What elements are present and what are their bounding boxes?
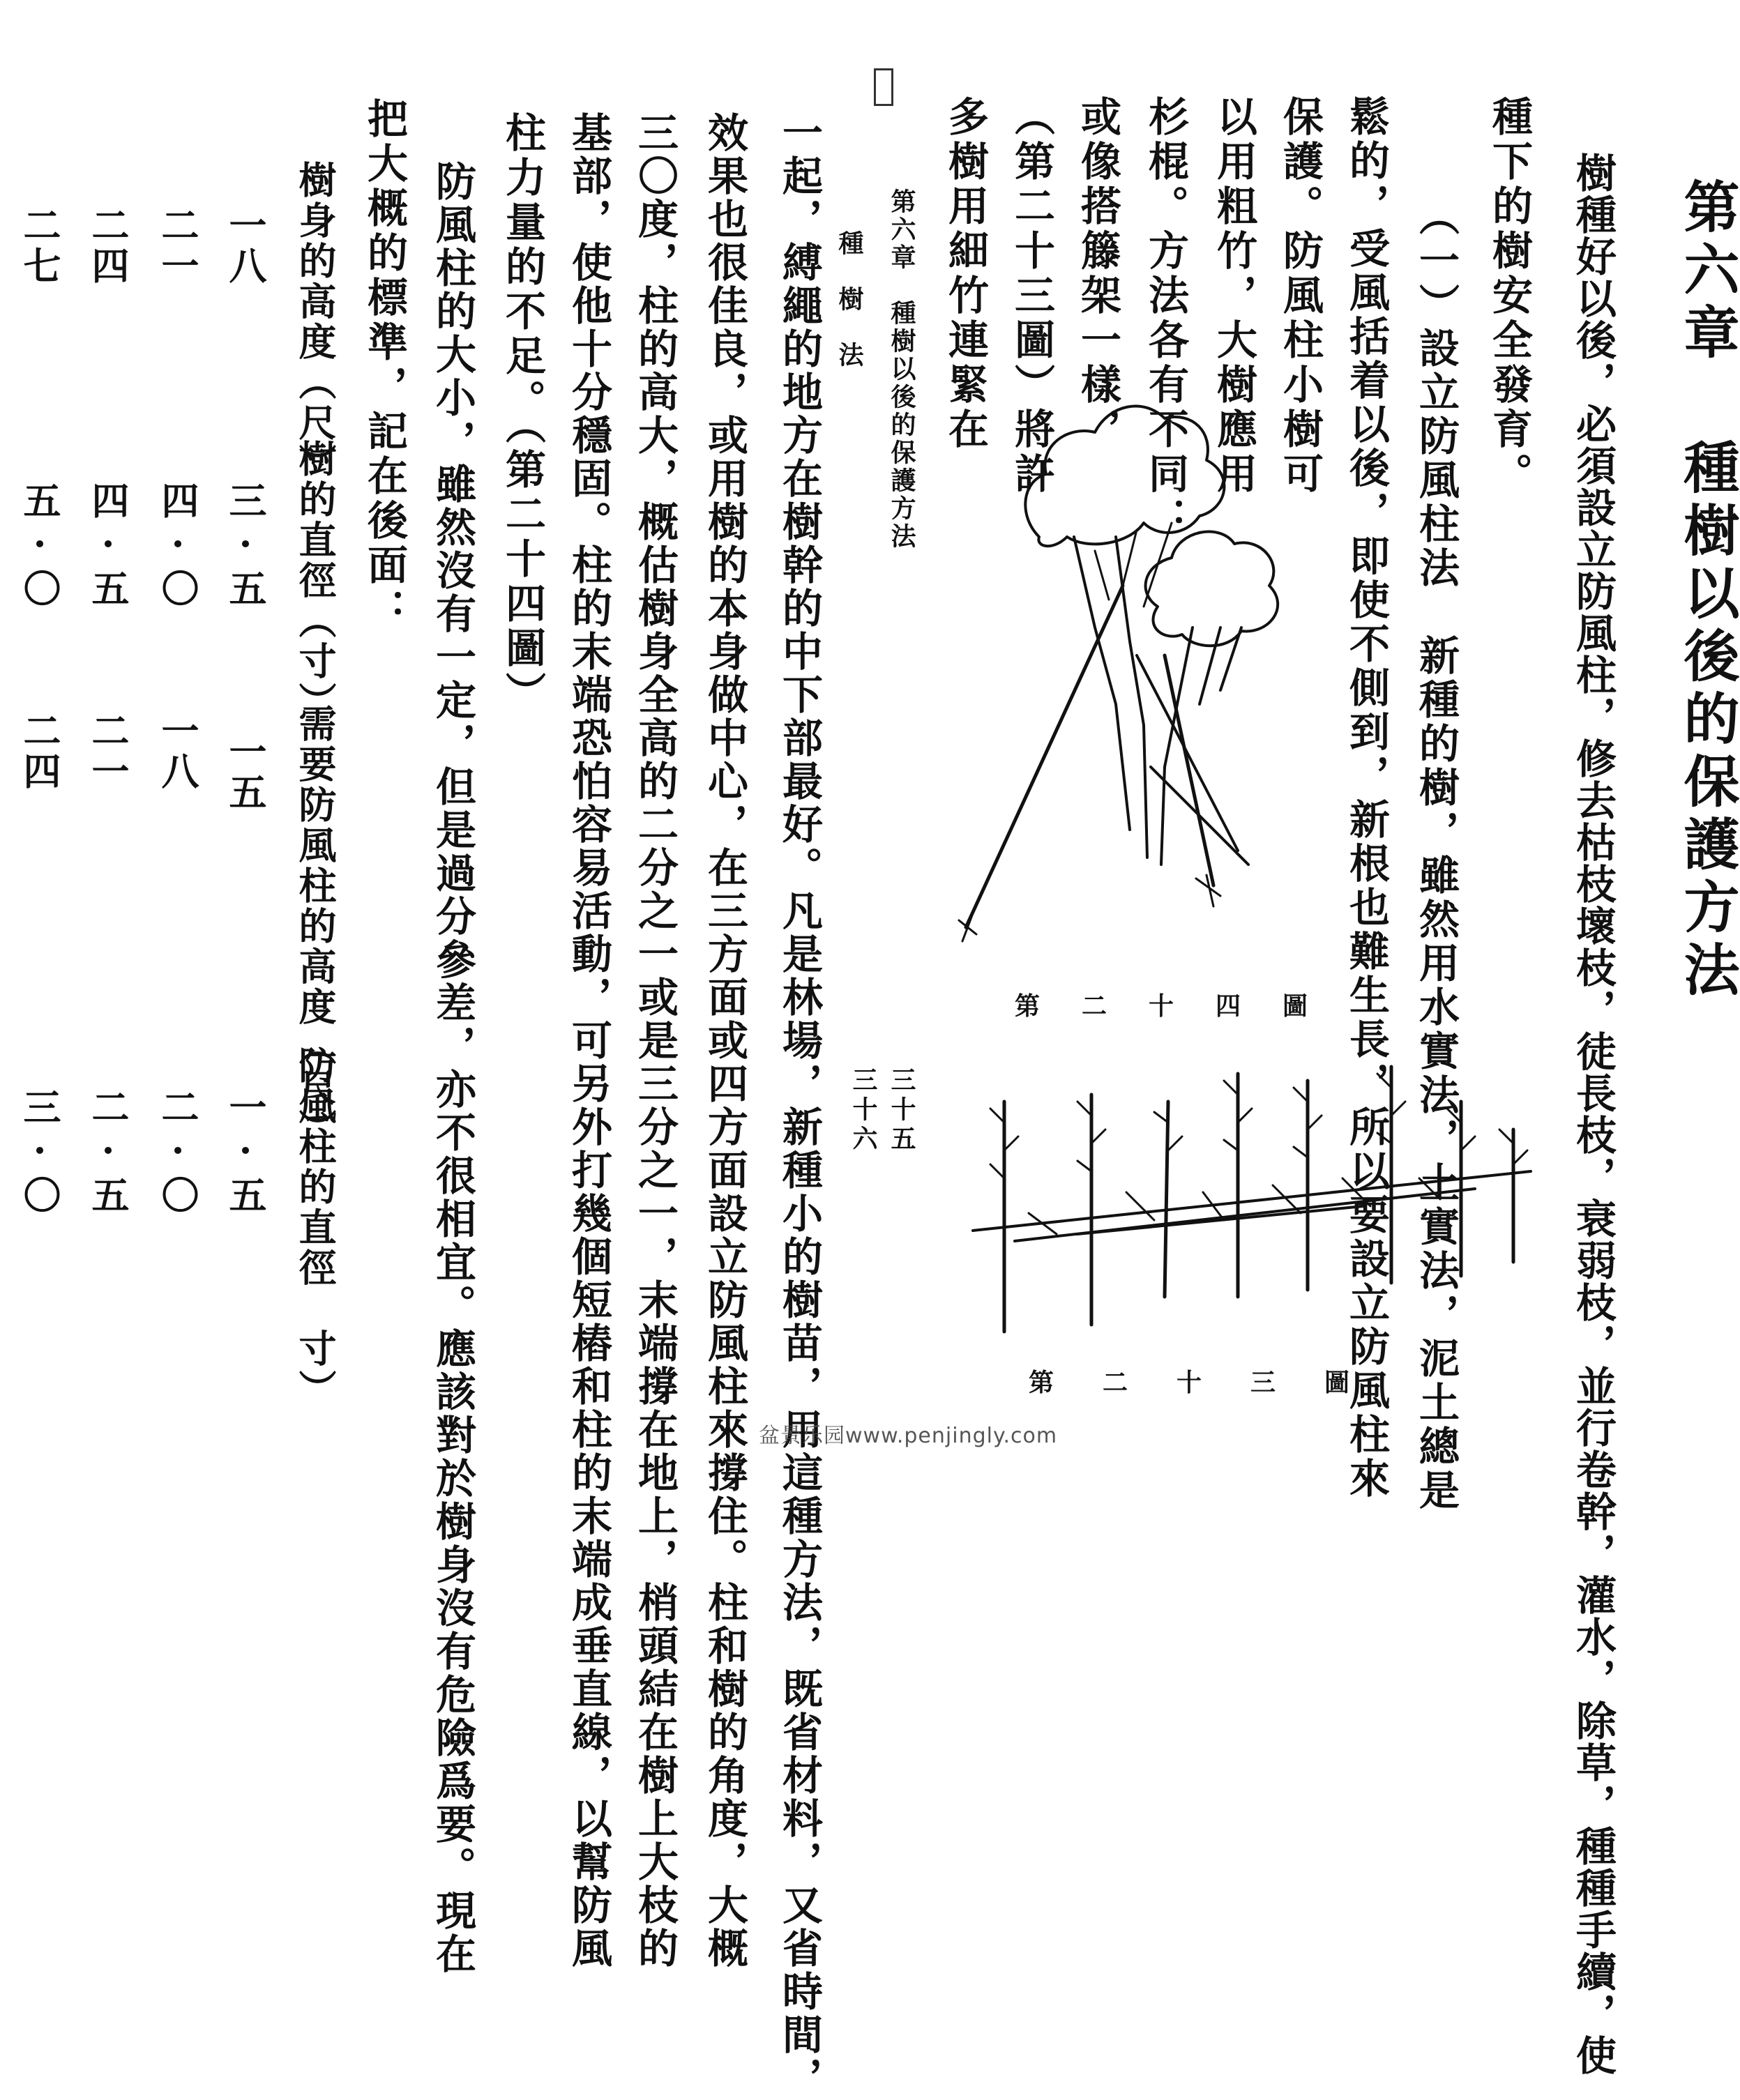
- body-line: 多樹用細竹連緊在: [941, 96, 989, 452]
- table-cell: 四·〇: [156, 481, 200, 609]
- table-cell: 四·五: [86, 481, 130, 609]
- running-section: 種 樹 法: [835, 230, 864, 370]
- body-line: 樹種好以後，必須設立防風柱，修去枯枝壞枝，徒長枝，衰弱枝，並行卷幹，灌水，除草，種種手續，使: [1569, 152, 1617, 2076]
- table-cell: 一八: [223, 206, 268, 287]
- table-cell: 二·〇: [156, 1088, 200, 1216]
- body-line: 種下的樹安全發育。: [1485, 96, 1533, 497]
- page-number-right: 三十五: [887, 1067, 916, 1155]
- figure-24-caption: 第二十四圖: [1015, 991, 1350, 1021]
- page-number-left: 三十六: [849, 1067, 878, 1155]
- body-line: 防風柱的大小，雖然沒有一定，但是過分參差，亦不很相宜。應該對於樹身沒有危險爲要。現在: [429, 160, 476, 1976]
- table-cell: 二四: [17, 711, 62, 792]
- table-cell: 三·五: [223, 481, 268, 609]
- body-line: （一）設立防風柱法 新種的樹，雖然用水實法，土實法，泥土總是: [1412, 195, 1460, 1513]
- table-cell: 一八: [156, 711, 200, 792]
- table-header: 需要防風柱的高度（尺）: [293, 704, 338, 1149]
- figure-23-caption: 第二十三圖: [1029, 1368, 1399, 1397]
- body-line: 或像搭籐架一樣，: [1074, 96, 1121, 452]
- table-cell: 三·〇: [17, 1088, 62, 1216]
- body-line: 一起，縛繩的地方在樹幹的中下部最好。凡是林場，新種小的樹苗，用這種方法，既省材料，又省時間，: [776, 112, 823, 2100]
- table-cell: 五·〇: [17, 481, 62, 609]
- table-header: 樹的直徑（寸）: [293, 439, 338, 722]
- body-line: （第二十三圖）將許: [1008, 96, 1055, 497]
- running-header: 第六章 種樹以後的保護方法: [887, 188, 916, 551]
- body-line: 柱力量的不足。（第二十四圖）: [499, 112, 546, 716]
- body-line: 杉棍。方法各有不同：: [1142, 96, 1189, 542]
- bookmark-icon: [874, 68, 893, 106]
- body-line: 以用粗竹，大樹應用: [1210, 96, 1257, 497]
- table-cell: 一·五: [223, 1088, 268, 1216]
- table-cell: 二·五: [86, 1088, 130, 1216]
- table-cell: 一五: [223, 732, 268, 813]
- body-line: 基部，使他十分穩固。柱的末端恐怕容易活動，可另外打幾個短樁和柱的末端成垂直線，以幫防風: [565, 112, 612, 1970]
- body-line: 保護。防風柱小樹可: [1276, 96, 1324, 497]
- chapter-title: 第六章 種樹以後的保護方法: [1674, 178, 1740, 1003]
- body-line: 把大概的標準，記在後面：: [361, 98, 408, 633]
- table-cell: 二四: [86, 206, 130, 287]
- table-header: 樹身的高度（尺）: [293, 160, 338, 484]
- table-cell: 二一: [86, 711, 130, 792]
- table-header: 防風柱的直徑 寸）: [293, 1046, 338, 1410]
- table-cell: 二七: [17, 206, 62, 287]
- table-cell: 二一: [156, 206, 200, 287]
- body-line: 效果也很佳良，或用樹的本身做中心，在三方面或四方面設立防風柱來撐住。柱和樹的角度，大概: [701, 112, 748, 1970]
- figure-24-illustration: [955, 376, 1318, 948]
- body-line: 三〇度，柱的高大，概估樹身全高的二分之一或是三分之一，末端撐在地上，梢頭結在樹上大枝的: [631, 112, 679, 1970]
- figure-23-illustration: [973, 1060, 1545, 1367]
- watermark-text: 盆景乐园www.penjingly.com: [759, 1424, 1058, 1448]
- body-line: 鬆的，受風括着以後，即使不側到，新根也難生長，所以要設立防風柱來: [1342, 96, 1390, 1501]
